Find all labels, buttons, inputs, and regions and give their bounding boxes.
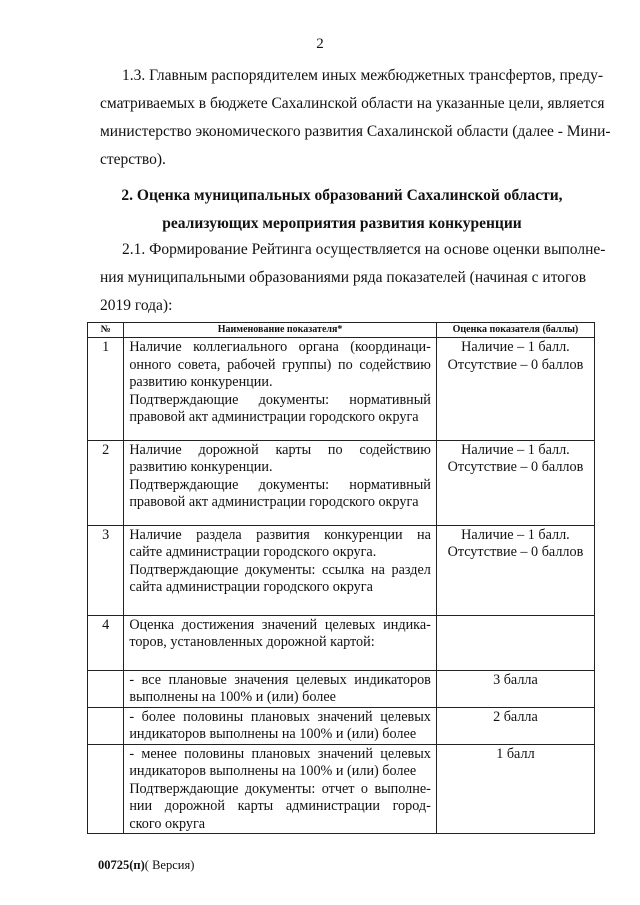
indicator-score xyxy=(436,525,594,615)
score-line: Наличие – 1 балл. xyxy=(461,339,570,355)
score-line: 2 балла xyxy=(493,708,538,725)
indicator-name-line: Подтверждающие документы: нормативный xyxy=(129,391,431,408)
indicator-name-line: выполнены на 100% и (или) более xyxy=(129,689,336,705)
table-header-row xyxy=(88,323,595,338)
score-line: 1 балл xyxy=(496,745,535,762)
text-line: 1.3. Главным распорядителем иных межбюджетных трансфертов, преду- xyxy=(122,67,604,84)
table-row xyxy=(88,744,595,834)
document-footer xyxy=(98,858,194,873)
indicator-name xyxy=(124,744,437,834)
indicator-name xyxy=(124,440,437,525)
indicator-name-line: Подтверждающие документы: отчет о выполне- xyxy=(129,780,431,797)
indicator-name-line: Подтверждающие документы: ссылка на раздел xyxy=(129,561,431,578)
score-line: Наличие – 1 балл. xyxy=(461,441,570,458)
score-line: Отсутствие – 0 баллов xyxy=(447,459,584,475)
text-line: министерство экономического развития Сахалинской области (далее - Мини- xyxy=(100,123,611,140)
heading-line: реализующих мероприятия развития конкуренции xyxy=(162,215,522,232)
table-row xyxy=(88,670,595,707)
indicator-name-line: развитию конкуренции. xyxy=(129,459,273,475)
indicator-name xyxy=(124,525,437,615)
table-body xyxy=(88,338,595,834)
indicator-name-line: Наличие коллегиального органа (координаци- xyxy=(129,339,431,355)
indicator-name-line: ского округа xyxy=(129,815,206,832)
score-line: 3 балла xyxy=(493,671,538,688)
indicator-name xyxy=(124,615,437,670)
text-line: ния муниципальными образованиями ряда показателей (начиная с итогов xyxy=(100,269,587,286)
score-line: Отсутствие – 0 баллов xyxy=(447,356,584,373)
row-number xyxy=(88,744,124,834)
indicator-name-line: - более половины плановых значений целевых xyxy=(129,708,431,725)
indicators-table xyxy=(87,322,595,834)
col-header-indicator-name: Наименование показателя* xyxy=(124,323,437,338)
score-line: Отсутствие – 0 баллов xyxy=(447,544,584,560)
text-line: 2.1. Формирование Рейтинга осуществляется на основе оценки выполне- xyxy=(122,241,606,258)
table-row xyxy=(88,615,595,670)
section-2-heading xyxy=(100,182,584,238)
indicator-score xyxy=(436,670,594,707)
indicator-name-line: правовой акт администрации городского округа xyxy=(129,494,419,510)
document-code: 00725(п) xyxy=(98,858,145,872)
text-line: сматриваемых в бюджете Сахалинской области на указанные цели, является xyxy=(100,95,605,112)
heading-line: 2. Оценка муниципальных образований Сахалинской области, xyxy=(121,187,563,204)
indicator-score xyxy=(436,707,594,744)
indicator-name-line: онного совета, рабочей группы) по содействию xyxy=(129,356,431,373)
indicator-name-line: Оценка достижения значений целевых индика- xyxy=(129,616,431,633)
indicator-name-line: индикаторов выполнены на 100% и (или) более xyxy=(129,763,417,779)
indicator-name-line: - менее половины плановых значений целевых xyxy=(129,745,431,762)
score-line: Наличие – 1 балл. xyxy=(461,526,570,543)
indicator-score xyxy=(436,744,594,834)
indicator-name-line: торов, установленных дорожной картой: xyxy=(129,634,375,650)
indicator-name-line: Наличие дорожной карты по содействию xyxy=(129,441,431,458)
indicator-name xyxy=(124,338,437,441)
indicator-name xyxy=(124,707,437,744)
row-number xyxy=(88,707,124,744)
indicator-name-line: сайта администрации городского округа xyxy=(129,579,373,595)
indicator-score xyxy=(436,338,594,441)
row-number xyxy=(88,670,124,707)
table-row xyxy=(88,338,595,441)
indicator-score xyxy=(436,440,594,525)
table-row xyxy=(88,440,595,525)
table-row xyxy=(88,707,595,744)
indicator-name-line: нии дорожной карты администрации город- xyxy=(129,798,431,814)
document-version: ( Версия) xyxy=(144,858,195,872)
indicator-name-line: правовой акт администрации городского округа xyxy=(129,409,419,425)
text-line: стерство). xyxy=(100,151,166,168)
indicator-name xyxy=(124,670,437,707)
indicator-name-line: Подтверждающие документы: нормативный xyxy=(129,476,431,493)
indicator-name-line: индикаторов выполнены на 100% и (или) более xyxy=(129,726,417,742)
indicator-name-line: Наличие раздела развития конкуренции на xyxy=(129,526,431,543)
row-number: 1 xyxy=(88,338,124,441)
indicator-name-line: - все плановые значения целевых индикаторов xyxy=(129,671,431,688)
row-number: 3 xyxy=(88,525,124,615)
col-header-score: Оценка показателя (баллы) xyxy=(436,323,594,338)
indicator-name-line: развитию конкуренции. xyxy=(129,374,273,390)
row-number: 4 xyxy=(88,615,124,670)
page-number: 2 xyxy=(316,36,324,52)
indicator-name-line: сайте администрации городского округа. xyxy=(129,544,377,560)
indicator-score xyxy=(436,615,594,670)
col-header-number: № xyxy=(88,323,124,338)
paragraph-1-3 xyxy=(100,62,611,174)
table-row xyxy=(88,525,595,615)
paragraph-2-1 xyxy=(100,236,606,320)
text-line: 2019 года): xyxy=(100,297,173,314)
row-number: 2 xyxy=(88,440,124,525)
